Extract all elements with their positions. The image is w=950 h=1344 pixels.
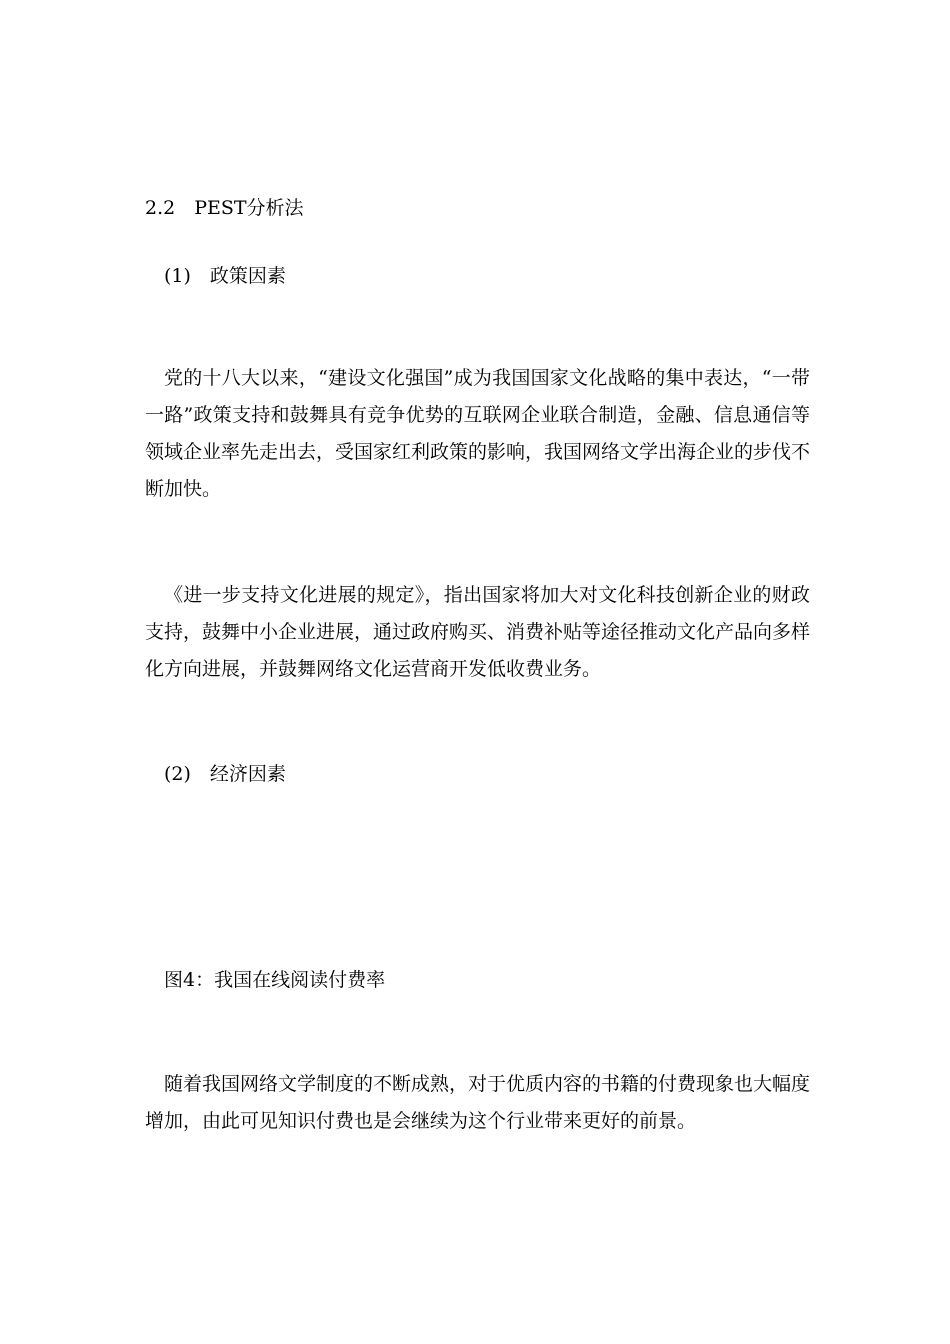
subheading-economic-factors: (2) 经济因素 — [164, 763, 286, 785]
paragraph-policy-2: 《进一步支持文化进展的规定》，指出国家将加大对文化科技创新企业的财政支持，鼓舞中小企业进展，通过政府购买、消费补贴等途径推动文化产品向多样化方向进展，并鼓舞网络文化运营商开发低收费业务。 — [145, 584, 811, 680]
paragraph-policy-1: 党的十八大以来，“建设文化强国”成为我国国家文化战略的集中表达，“一带一路”政策支持和鼓舞具有竞争优势的互联网企业联合制造，金融、信息通信等领域企业率先走出去，受国家红利政策的影响，我国网络文学出海企业的步伐不断加快。 — [145, 367, 811, 500]
paragraph-economic-1: 随着我国网络文学制度的不断成熟，对于优质内容的书籍的付费现象也大幅度增加，由此可见知识付费也是会继续为这个行业带来更好的前景。 — [145, 1073, 811, 1132]
figure-caption: 图4：我国在线阅读付费率 — [164, 969, 386, 991]
subheading-policy-factors: (1) 政策因素 — [164, 265, 286, 287]
section-heading: 2.2 PEST分析法 — [145, 197, 304, 219]
